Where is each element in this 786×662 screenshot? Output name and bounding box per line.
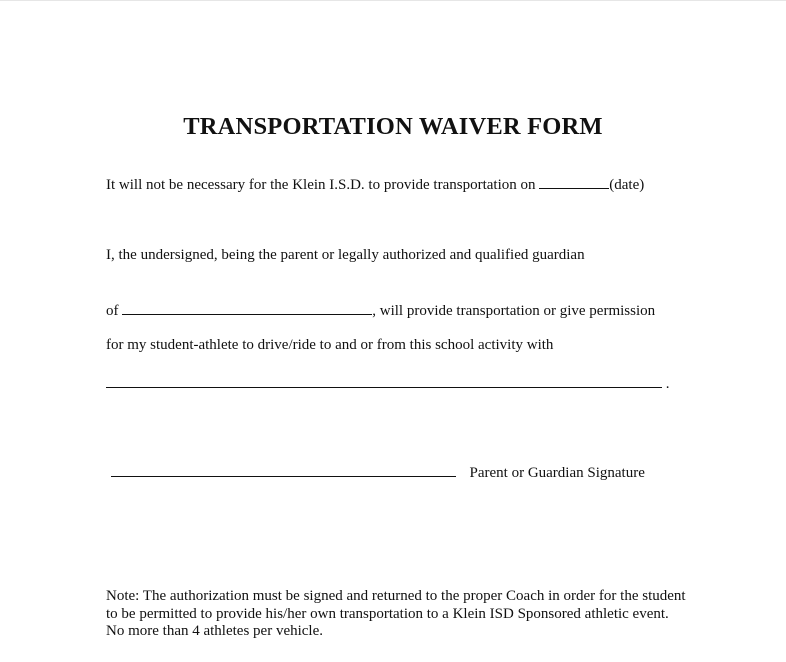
signature-label: Parent or Guardian Signature bbox=[469, 465, 645, 481]
date-blank[interactable] bbox=[539, 174, 609, 189]
note-text: Note: The authorization must be signed and returned to the proper Coach in order for the student to be permitted to provide his/her own transportation to a Klein ISD Sponsored athletic event. No more than 4 athletes per vehicle. bbox=[106, 588, 686, 639]
student-name-blank[interactable] bbox=[122, 300, 372, 315]
driver-name-blank[interactable] bbox=[106, 373, 662, 388]
of-label: of bbox=[106, 303, 119, 319]
driver-line-period: . bbox=[665, 376, 670, 392]
driver-line bbox=[106, 373, 670, 393]
date-label: (date) bbox=[609, 177, 645, 193]
permission-text: , will provide transportation or give permission bbox=[372, 303, 656, 319]
form-title: TRANSPORTATION WAIVER FORM bbox=[183, 113, 603, 140]
student-sentence bbox=[106, 300, 655, 320]
activity-sentence: for my student-athlete to drive/ride to and or from this school activity with bbox=[106, 337, 554, 353]
date-sentence-text: It will not be necessary for the Klein I.S.D. to provide transportation on bbox=[106, 177, 536, 193]
date-sentence bbox=[106, 174, 644, 194]
signature-row bbox=[111, 462, 645, 482]
signature-blank[interactable] bbox=[111, 462, 456, 477]
guardian-sentence: I, the undersigned, being the parent or legally authorized and qualified guardian bbox=[106, 247, 585, 263]
